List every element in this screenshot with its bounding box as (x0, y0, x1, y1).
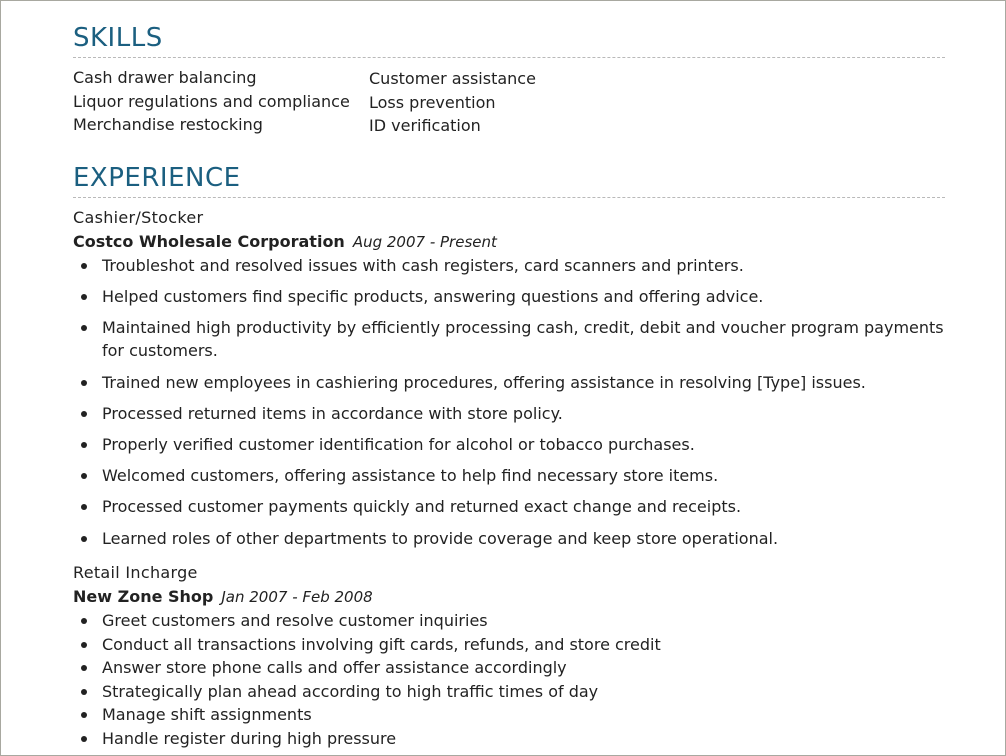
experience-divider (73, 197, 945, 198)
skill-item: Customer assistance (369, 69, 536, 88)
duty-item: Helped customers find specific products, answering questions and offering advice. (73, 285, 945, 309)
company-name: New Zone Shop (73, 587, 214, 606)
duty-item: Processed customer payments quickly and returned exact change and receipts. (73, 495, 945, 519)
job-duties-list (73, 254, 945, 551)
skills-list (73, 66, 945, 138)
duty-item: Maintained high productivity by efficiently processing cash, credit, debit and voucher program payments for customers. (73, 316, 945, 363)
job-title: Cashier/Stocker (73, 207, 204, 227)
duty-item: Strategically plan ahead according to high traffic times of day (73, 680, 945, 704)
skill-item: Cash drawer balancing (73, 68, 257, 87)
skill-item: Loss prevention (369, 92, 496, 112)
job-dates: Jan 2007 - Feb 2008 (221, 588, 373, 606)
duty-item: Properly verified customer identification for alcohol or tobacco purchases. (73, 433, 945, 457)
skills-column-left (73, 66, 369, 138)
company-name: Costco Wholesale Corporation (73, 231, 345, 251)
job-company-line (73, 585, 945, 609)
skill-item: ID verification (369, 116, 481, 135)
duty-item: Processed returned items in accordance with store policy. (73, 402, 945, 426)
experience-section (73, 159, 945, 751)
duty-item: Handle register during high pressure (73, 727, 945, 751)
duty-item: Trained new employees in cashiering procedures, offering assistance in resolving [Type] issues. (73, 371, 945, 395)
skill-item: Liquor regulations and compliance (73, 91, 350, 111)
duty-item: Learned roles of other departments to provide coverage and keep store operational. (73, 527, 945, 551)
job-title: Retail Incharge (73, 563, 198, 582)
job-duties-list (73, 609, 945, 750)
job-entry (73, 206, 945, 551)
experience-heading: EXPERIENCE (73, 162, 241, 193)
skills-divider (73, 57, 945, 58)
skills-section (73, 19, 945, 138)
job-dates: Aug 2007 - Present (352, 232, 497, 251)
resume-content (73, 19, 945, 750)
duty-item: Greet customers and resolve customer inquiries (73, 609, 945, 633)
duty-item: Welcomed customers, offering assistance to help find necessary store items. (73, 464, 945, 488)
skills-heading: SKILLS (73, 23, 163, 53)
duty-item: Answer store phone calls and offer assistance accordingly (73, 656, 945, 680)
job-entry (73, 561, 945, 750)
duty-item: Troubleshot and resolved issues with cash registers, card scanners and printers. (73, 254, 945, 278)
skill-item: Merchandise restocking (73, 115, 263, 134)
skills-column-right (369, 66, 536, 138)
duty-item: Manage shift assignments (73, 703, 945, 727)
job-company-line (73, 230, 945, 254)
duty-item: Conduct all transactions involving gift cards, refunds, and store credit (73, 633, 945, 657)
